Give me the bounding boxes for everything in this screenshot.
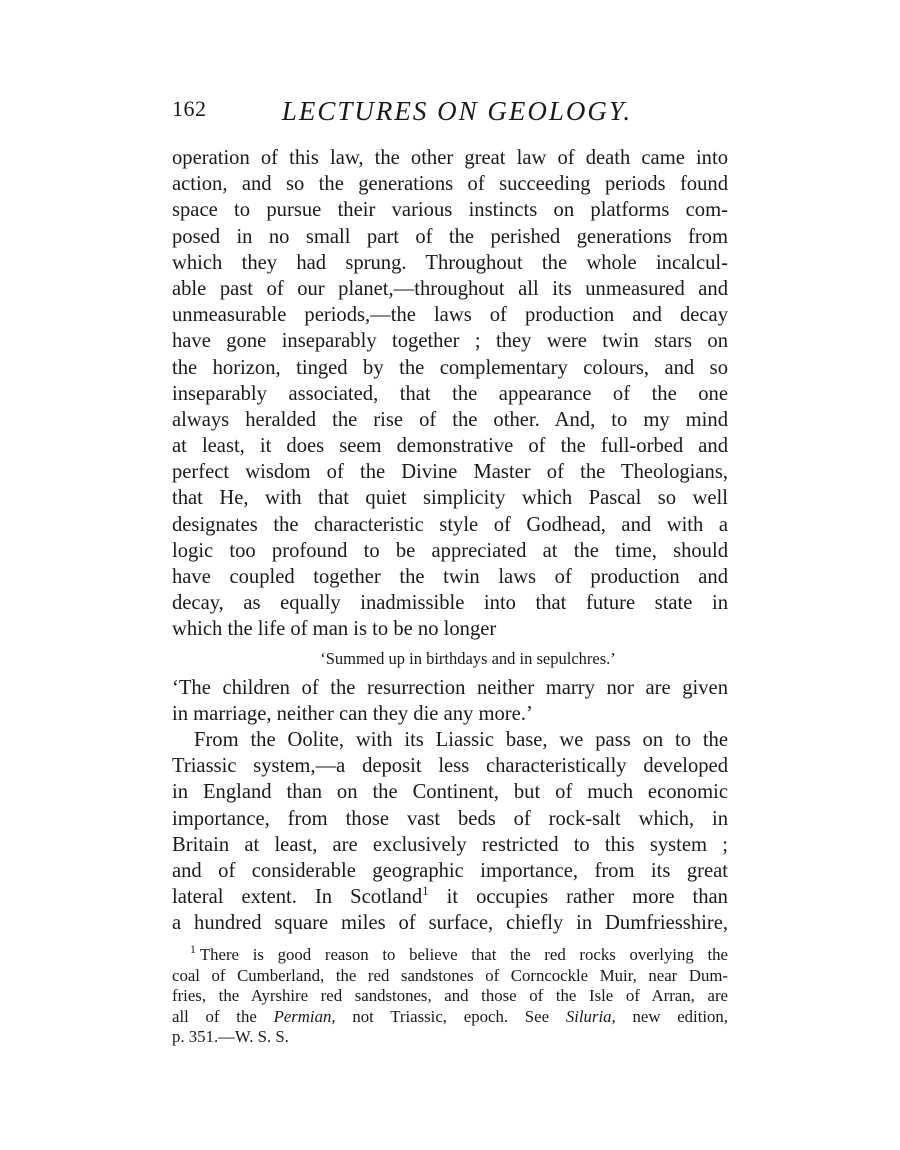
text-line: designates the characteristic style of Godhead, and with a — [172, 513, 728, 536]
text-line: which the life of man is to be no longer — [172, 618, 497, 641]
text-line: perfect wisdom of the Divine Master of the Theologians, — [172, 461, 728, 484]
text-line: the horizon, tinged by the complementary colours, and so — [172, 356, 728, 379]
footnote-text: all of the — [172, 1006, 274, 1026]
text-line: at least, it does seem demonstrative of the full-orbed and — [172, 435, 728, 458]
text-segment: lateral extent. In Scotland — [172, 886, 423, 909]
running-title: LECTURES ON GEOLOGY. — [281, 96, 633, 126]
footnote — [172, 945, 728, 1048]
footnote-line: coal of Cumberland, the red sandstones of Corncockle Muir, near Dum- — [172, 965, 728, 985]
text-line: logic too profound to be appreciated at the time, should — [172, 539, 728, 562]
footnote-text: There is good reason to believe that the red rocks overlying the — [199, 945, 728, 964]
footnote-text: not Triassic, epoch. See — [335, 1006, 566, 1026]
verse-quote: ‘Summed up in birthdays and in sepulchres.’ — [320, 648, 616, 668]
text-line: inseparably associated, that the appearance of the one — [172, 382, 728, 405]
text-segment: it occupies rather more than — [428, 886, 728, 909]
text-line: space to pursue their various instincts on platforms com- — [172, 199, 728, 222]
text-line: in marriage, neither can they die any more.’ — [172, 702, 533, 725]
body-text — [172, 145, 728, 936]
text-line: a hundred square miles of surface, chiefly in Dumfriesshire, — [172, 912, 728, 935]
text-line: able past of our planet,—throughout all its unmeasured and — [172, 277, 728, 300]
text-line: decay, as equally inadmissible into that future state in — [172, 592, 728, 615]
running-head — [172, 96, 728, 130]
text-line: and of considerable geographic importance, from its great — [172, 859, 728, 882]
footnote-line — [172, 945, 728, 966]
siluria-title: Siluria, — [565, 1006, 616, 1026]
page-number: 162 — [172, 96, 207, 121]
text-line: have coupled together the twin laws of production and — [172, 566, 728, 588]
text-line: posed in no small part of the perished generations from — [172, 225, 728, 248]
text-line: ‘The children of the resurrection neither marry nor are given — [172, 676, 728, 699]
text-line: in England than on the Continent, but of much economic — [172, 781, 728, 804]
permian-term: Permian, — [273, 1006, 336, 1026]
text-line: that He, with that quiet simplicity which Pascal so well — [172, 487, 728, 510]
text-line: action, and so the generations of succeeding periods found — [172, 173, 728, 196]
footnote-line: p. 351.—W. S. S. — [172, 1027, 289, 1047]
footnote-marker: 1 — [190, 943, 196, 957]
text-line: Britain at least, are exclusively restricted to this system ; — [172, 833, 728, 856]
footnote-line: fries, the Ayrshire red sandstones, and those of the Isle of Arran, are — [172, 986, 728, 1006]
text-line-with-note — [172, 884, 728, 910]
footnote-line — [172, 1007, 728, 1028]
text-line: From the Oolite, with its Liassic base, we pass on to the — [194, 728, 728, 751]
text-line: unmeasurable periods,—the laws of production and decay — [172, 304, 728, 327]
text-line: Triassic system,—a deposit less characteristically developed — [172, 755, 728, 778]
text-line: have gone inseparably together ; they were twin stars on — [172, 330, 728, 353]
footnote-reference[interactable]: 1 — [422, 884, 429, 899]
text-line: importance, from those vast beds of rock-salt which, in — [172, 807, 728, 830]
text-line: operation of this law, the other great law of death came into — [172, 147, 728, 169]
text-line: always heralded the rise of the other. And, to my mind — [172, 408, 728, 431]
text-line: which they had sprung. Throughout the whole incalcul- — [172, 251, 728, 274]
footnote-text: new edition, — [615, 1006, 729, 1026]
